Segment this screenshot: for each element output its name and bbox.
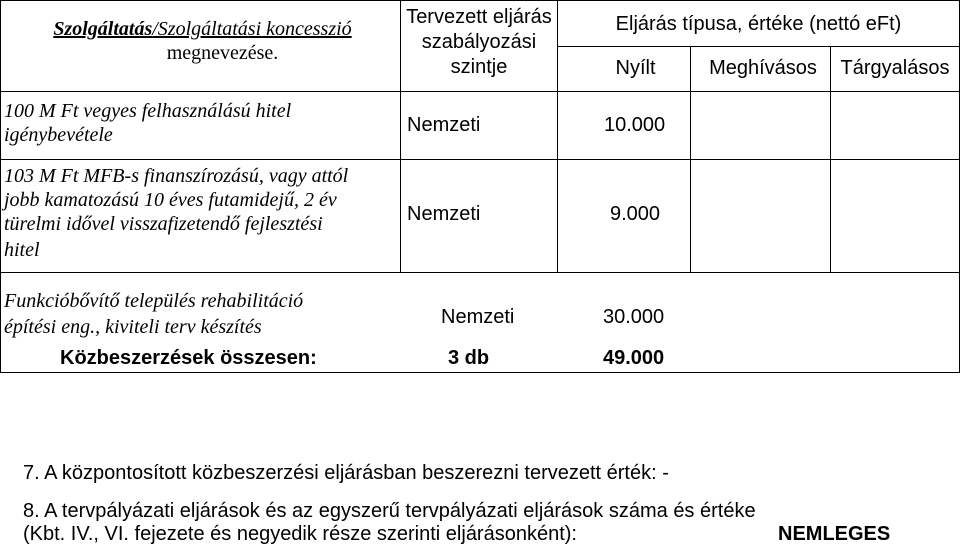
table-line (557, 0, 558, 272)
table-line (0, 0, 1, 373)
table-line (0, 372, 960, 373)
total-label: Közbeszerzések összesen: (60, 347, 317, 369)
service-name-header (10, 18, 395, 41)
row-2-level: Nemzeti (407, 203, 481, 225)
row-3-open-value: 30.000 (603, 306, 665, 328)
service-header-concession: /Szolgáltatási koncesszió (152, 18, 352, 40)
planned-level-header-line2: szabályozási (421, 31, 537, 53)
table-line (0, 159, 960, 160)
service-header-bold: Szolgáltatás (53, 18, 153, 40)
row-2-name-line-3: türelmi idővel visszafizetendő fejlesztési (4, 213, 323, 235)
row-2-name-line-2: jobb kamatozású 10 éves futamidejű, 2 év (4, 189, 337, 211)
note-8-answer: NEMLEGES (778, 523, 891, 545)
row-1-name-line-1: 100 M Ft vegyes felhasználású hitel (4, 100, 292, 122)
total-count: 3 db (448, 347, 490, 369)
invited-column-header: Meghívásos (709, 57, 817, 79)
table-line (0, 0, 960, 1)
row-1-level: Nemzeti (407, 114, 481, 136)
service-name-header-line2: megnevezése. (166, 42, 279, 64)
total-value: 49.000 (603, 347, 665, 369)
note-8-line-2: (Kbt. IV., VI. fejezete és negyedik része szerinti eljárásonként): (23, 523, 577, 545)
open-column-header: Nyílt (615, 57, 656, 79)
negotiated-column-header: Tárgyalásos (840, 57, 950, 79)
row-3-name-line-1: Funkcióbővítő település rehabilitáció (4, 290, 304, 312)
table-line (557, 46, 960, 47)
row-2-name-line-1: 103 M Ft MFB-s finanszírozású, vagy attól (4, 165, 349, 187)
row-1-name-line-2: igénybevétele (4, 124, 113, 146)
planned-level-header-line3: szintje (450, 56, 508, 78)
note-8-line-1: 8. A tervpályázati eljárások és az egyszerű tervpályázati eljárások száma és értéke (23, 500, 756, 522)
row-3-name-line-2: építési eng., kiviteli terv készítés (4, 316, 262, 338)
row-2-name-line-4: hitel (4, 239, 40, 261)
note-7: 7. A központosított közbeszerzési eljárásban beszerezni tervezett érték: - (23, 462, 669, 484)
row-3-level: Nemzeti (441, 306, 515, 328)
table-line (0, 272, 960, 273)
procedure-type-header: Eljárás típusa, értéke (nettó eFt) (615, 13, 902, 35)
planned-level-header-line1: Tervezett eljárás (406, 6, 552, 28)
row-2-open-value: 9.000 (610, 203, 661, 225)
table-line (0, 91, 960, 92)
row-1-open-value: 10.000 (604, 114, 666, 136)
